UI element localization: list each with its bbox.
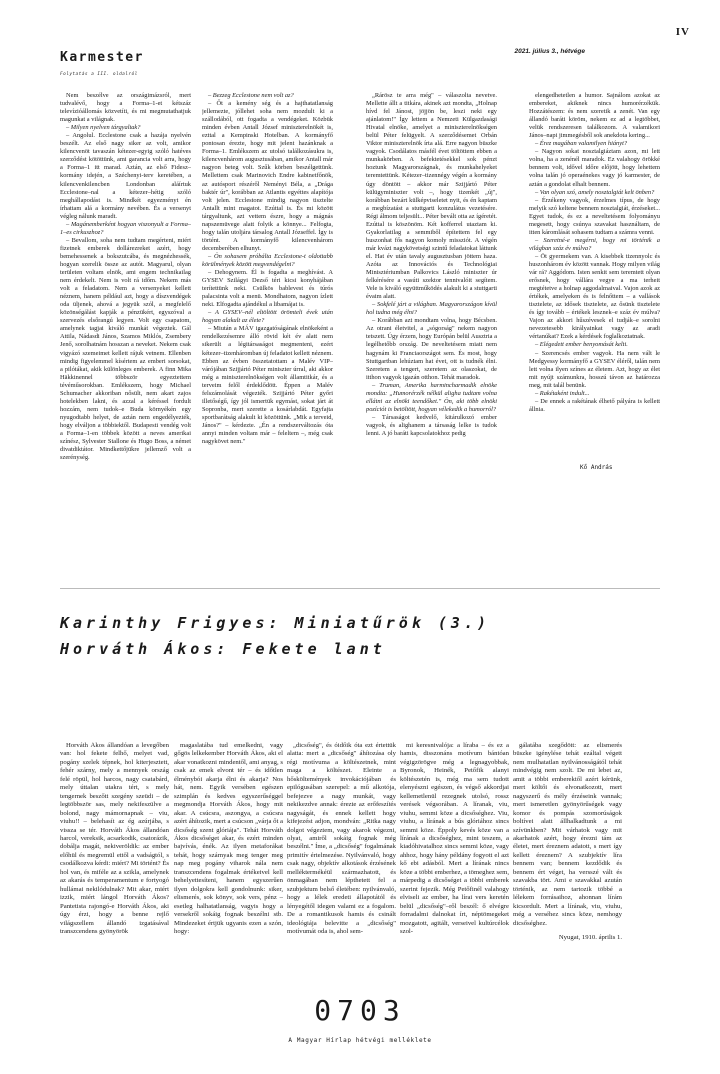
interview-question: – Milyen nyelven tárgyaltak? (66, 124, 141, 132)
feature-subtitle: Horváth Ákos: Fekete lant (60, 640, 386, 658)
interview-paragraph: – Nagyon sokat nosztalgiáztam azon, mi lett volna, ha a zenénél maradok. Ez valahogy örökké bennem volt, idővel időre előjött, hogy lehettem volna talán jó operaénekes vagy jó karmester, de aztán a gondolat elhalt bennem. (529, 148, 660, 188)
interview-paragraph: – Angolul. Ecclestone csak a hazája nyelvén beszélt. Az első nagy siker az volt, amikor kilencvenöt tavaszán kétezer-egyig szóló hatéves szerződést kötöttünk, ami garancia volt arra, hogy a Forma–1 itt marad. Aztán, az első Fidesz–kormány idején, a Széchenyi-terv keretében, a kilencvenkilencben Londonban aláírtuk Ecclestone–nal a kétezer–hétig szóló meghállapodást is. Mindkét egyezményt én írhattam alá a kormány nevében. És a versenyt végleg nálunk maradt. (60, 132, 191, 220)
article-kicker: Karmester (60, 50, 144, 65)
interview-paragraph: – Szerencsés ember vagyok. Ha nem vált le Medgyessy kormányfő a GYSEV éléről, talán nem lett volna ilyen színes az életem. Azt, hogy az élet mit nyújt számunkra, hosszú távon az határozza meg, mit talál benünk. (529, 349, 660, 389)
interview-paragraph: – Őt a kemény ség és a hajthatatlanság jellemezte, jóllehet soha nem mozdult ki a szállodából, ott fogadta a vendégeket. Közbük minden évben Antall József miniszterelnökét is, ezttal a Kempinski Hotelban. A kormányfő pontosan érezte, hogy mit jelent hazánknak a Forma–1. Emlékszem az utolsó találkozásukra is, kilencvenhárom augusztusában, amikor Antall már nagyon beteg volt. Szűk körben beszélgettünk. Mellettem csak Marinovich Endre kabinetfőnök, az autósport részéről Neményi Béla, a „Drága baktér úr", korábban az Atlantis egyéttes alapítója volt jelen. Ecclestone mindig nagyon tisztelte Antallt mint magatot. Ezúttal is. És mi között tárgyaltunk, azt vettem észre, hogy a mágnás napszemüvege alatt folyik a könnye... Felfogta, hogy talán utoljára társalog Antall Józseffel. Így is történt. A kormányfő kilencvenhárom decemberében elhunyt. (202, 100, 333, 252)
interview-question: – Érez magában valamilyen hiányt? (535, 140, 628, 148)
section-number: IV (675, 26, 690, 38)
essay-paragraph: „dicsőség", és óidőik óta ezt értettük alatta: mert a „dicsőség" áhítozása oly régi motívuma a költészetnek, mint maga a költészet. Eleinte a hősköltemények invokációjában és epilógusában szerepel: a mű alkotója, befejezve a nagy munkát, vagy nekikezdve annak: érezte az erőfeszítés nagyságát, és ennek kellett hogy kifejezést adjon, mondván: „Ritka nagy dolgot végeztem, vagy akarok végezni, olyat, amiről sokáig fognak még beszélni." Íme, a „dicsőség" fogalmának primitív értelmezése. Nyilvánvaló, hogy csak nagy, objektív alkotások érzésének melléktermékéül származhatott, és önmagában nem lépthetett fel a szubjektum belső életében: nyilvánvaló, hogy a lélek eredeti állapotától és lényegétől idegen valami ez a fogalom. De a romantikusok hamis és csinált ideológiája belevitte a „dicsőség" motívumát oda is, ahol sem- (287, 742, 396, 935)
date-line: 2021. július 3., hétvége (514, 48, 585, 55)
essay-column-2 (174, 742, 283, 944)
interview-paragraph: – Öt gyermekem van. A kisebbek tizennyolc és huszonhárom év között vannak. Hogy milyen világ vár rá? Aggódom. Isten senkit sem teremtett olyan erősnek, hogy vállára vegye a ma terheit megtétetve a holnap aggodalmaival. Vajon azok az értékek, amelyeken és is felnőttem – a vallások tisztelete, az idősek tisztelete, az ősünk tisztelete és így tovább – értékek lesznek–e száz év múlva? Vajon az akkori hűszévesek el tudják–e sorolni nevezetesebb királyainkat vagy az aradi vértanúkat? Ezek a kérdések foglalkoztatnak. (529, 252, 660, 341)
interview-paragraph: – Érzékeny vagyok, érzelmes típus, de hogy melyik szó keltene bennem nosztalgiát, érzéseket... Egyet tudok, és ez a neveltetésem folyományu megesett, hogy csúnya szavakat használtam, de itten káromlását sohasem tudtam a számra venni. (529, 196, 660, 236)
essay-column-3 (287, 742, 396, 944)
page-number: 0703 (314, 994, 406, 1027)
interview-paragraph: elengedhetetlen a humor. Sajnálom azokat az embereket, akiknek nincs humorérzékük. Hozzátészem: és nem szeretik a zenét. Van egy állandó baráti köröm, nekem ez ad a legtöbbet, velük rendszeresen találkozom. A valamikori János–napi jimmegésből sok anekdota kering... (529, 92, 660, 140)
interview-question: – Van olyan szó, amely nosztalgiát kelt önben? (535, 188, 655, 196)
feature-title: Karinthy Frigyes: Miniatűrök (3.) (60, 614, 491, 632)
essay-paragraph: gálatába szegődött: az elismerés büszke igénylése tehát ezáltal végett nem mulhatatlan nyilvánosságától tehát mindvégig nem szolt. De mi lebet az, amit a többi emberektől azért kérünk, mert költői és elvonatkozott, mert nagyszerű és mély érzéseink vannak; mert ismeretlen gyönyörűségek vagy komor és pompás szomorúságok boltívei alatt állhalkadtunk a mi szívünkben? Mit várhatok vagy mit akarhatok azért, hogy érezni tám az életet, mert éreznem adatott, s mert így kellett éreznem? A szubjektív líra bennem van; bennem kezdődik és bennem ért véget, ha versszé vált és szavakba tört. Ami e szavakkal azután történik, az nem tartozik többé a lélekem forrásaihoz, ahonnan lírám kicsordult. Mert a lírának, viu, viuhu, még a verséhez sincs köze, nemhogy dicsőséghez. (513, 742, 622, 927)
interview-column-2 (202, 92, 333, 554)
interview-paragraph: – Dehogynem. Él is fogadta a meghívást. A GYSEV Szilágyi Dezső téri kicsi konyhájában terítettünk neki. Csülkös bablevest és túrós palacsinta volt a menü. Mondhatom, nagyon ízlett neki. Elfogadta ajándékul a libamájat is. (202, 269, 333, 309)
interview-question: – Truman, Amerika harmincharmadik elnöke mondta: „Humorérzék nélkül aligha tudtam volna ellátni az elnöki teendőket." Ön, aki több elnöki pozíciót is betöltött, hogyan vélekedik a humorról? (366, 381, 497, 413)
interview-paragraph: – Korábban azt mondtam volna, hogy Bécsben. Az otrani életvitel, a „sógorság" nekem nagyon tetszett. Úgy érzem, hogy Európán belül Ausztria a legélhetőbb ország. De neveltetésem miatt nem hagynám ki Franciaországot sem. És most, hogy Stuttgartban lehúztam hat évet, ott is tudnék élni. Szeretem a tengert, szeretem az olaszokat, de itthon vagyok igazán otthon. Tehát maradok. (366, 317, 497, 381)
author-signature: Kő András (580, 464, 613, 471)
supplement-credit: A Magyar Hírlap hétvégi melléklete (288, 1037, 432, 1044)
interview-paragraph: Nem beszélve az országimázsról, mert tudvalévő, hogy a Forma–1-et kétszáz televízióállomás közvetíti, és mi megmutathatjuk magunkat a világnak. (60, 92, 191, 124)
section-divider (60, 588, 660, 589)
essay-paragraph: mi keresnivalója: a líraba – és ez a hamis, disszonáns motívum bántóan végigzörögve még a legnagyobbak, Byronok, Heinék, Petőfik alanyi költészetén is, még ma sem tudott elenyészni egészen, és végső akkordjai kellemetlenül rezegnek utolsó, rossz verések végsorában. A líranak, viu, viuhu, semmi köze a dicsőséghez. Viu, viuhu, a lírának a bús glóriához sincs semmi köze. Éppoly kevés köze van a lírának a dicsőséghez, mint teszem, a kiadóhivatalhoz sincs semmi köze, vagy ahhoz, hogy hány példány fogyott el azt kő ebi adásból. Mert a lírának nincs köze a többi emberhez, a tömeghez sem, márpedig a dicsőséget a többi emberek szerint fejezik. Még Petőfinél valahogy elviseli az ember, ha lírai vers keretén belül „dicsőség"–ről beszél: ő elvégre forradalmi dalnokat írt, néptömegeket mozgatott, agitált, verseivel kultúrcélok szol- (400, 742, 509, 935)
interview-paragraph: – Bevallom, soha nem tudtam megérteni, miért fizetnek emberek dollárezreket azért, hogy bemehessenek a bokszutcába, és megnézhessék, hogyan szerelik össze az autót. Magyarul, olyan területen voltam elnök, ami engem technikailag nem érdekelt. Nem is volt rá időm. Nekem más volt a feladatom. Nem a versenyeket kellett néznem, hanem például azt, hogy a díszvendégek oda üljenek, ahová a jegyük szól, a megfelelő közönségálást kapják a pénzükért, egyszóval a szervezés elsőrangú legyen. Volt egy csapatom, amelynek tagjai kiváló munkát végeztek. Gál Attila, Nádasdi János, Szamos Miklós, Zsembery Jenő, sorolhatnám hosszan a neveket. Nekem csak vigyázó szemeimet kellett rájuk vetnem. Ellenben mindig figyelemmel kísértem az emberi sorsokat, a pilótákat, akik különleges emberek. A finn Mika Häkkinennel többször egyeztettem tévéműsorokban. Emlékszem, hogy Michael Schumacher akkoriban nősült, nem akart zajos hotelekben lakni, és azzal a kéréssel fordult hozzám, nem tudok–e Buda környékén egy nyugodtabb helyet, de aztán nem engedélyezték, hogy elváljon a többiektől. Budapesti vendég volt a Forma–1-en többek között a neves amerikai színész, Sylvester Stallone és Hugo Boss, a német divatdiktátor. Mindkettőjükre jellemző volt a szerénység. (60, 236, 191, 462)
interview-column-4 (529, 92, 660, 554)
essay-column-5 (513, 742, 622, 944)
essay-source: Nyugat, 1910. április 1. (558, 933, 622, 941)
interview-question: – Ön sohasem próbálta Ecclestone-t oldottabb körülmények között megvendégelni? (202, 252, 333, 268)
essay-paragraph: magaslatába tud emelkedni, vagy gőgös lelkekember Horváth Ákos, aki el akar vonatkozni mindentől, ami anyag, s csak az emek elvont tér – és időtlen élménybói akarja élni és akarja? Nos hát, nem. Egyik versében egészen szimplán és kedves egyszerűséggel megmondja Horváth Ákos, hogy mit akar. A csúcsra, aszongya, a csúcsra azért áhítozik, mert a csúcson „várja őt a dicsőség szent glóriája". Tehát Horváth Ákos dicsőséget akar, és ezért minden bajvívás, énék. Az ilyen metaforákat tehát, hogy szárnyak meg tenger meg nap meg pogány viharok nála nem transzcendens fogalmak értékeivel kell behelyettesíteni, hanem egyszerűen ilyen dolgokra kell gondolnunk: siker, elismerés, sok könyv, sok vers, pénz – esetleg halhatatlanság, vagyis hogy a versekről sokáig fognak beszélni stb. Mindezeket értjük ugyanis ezen a szón, hogy: (174, 742, 283, 935)
interview-question: – Rakétaként indult... (535, 389, 590, 397)
interview-question: – Bezzeg Ecclestone nem volt az? (208, 92, 294, 99)
essay-paragraph: Horváth Ákos állandóan a levegőben van: hol fekete felhő, melyet vad, pogány szelek tépnek, hol kiterjesztett, fehér szárny, mely a mennyek ország felé röpül, hol harcos, nagy csatabárd, mely úttalan utakra tért, s mely tengernek beszőtt szegény szeüdi – de legtöbbször sas, mely nekifeszülve a bolond, nagy mámornapnak – viu, viuhu!! – belehasít az ég azúrjába, s vissza se tér. Horváth Ákos állandóan harcol, vereksik, acsarkodik, csatorázik, dobálja magát, nekiveröldik: az ember előhül és megremül ettől a vadságtól, s csodálkozva kérdi: miért? Mi történt? És hol van, és miféle az a szikla, amelynek az akarás és temperamentum e fortyogó hullámai nekilódulnak? Mit akar, miért izzik, miért lángol Horváth Ákos? Pantetista rajongó-e Horváth Ákos, aki úgy érzi, hogy a benne rejlő világszellem állandó izgatásával transzcendens gyönyörök (60, 742, 169, 935)
interview-paragraph: – De ennek a rakétának élhető pályára is kellett állnia. (529, 397, 660, 413)
interview-paragraph: – Társaságot kedvelő, kitárulkozó ember vagyok, és alighanem a társaság lelke is tudok lenni. A jó baráti kapcsolatokhoz pedig (366, 413, 497, 437)
interview-question: – Sokfelé járt a világban. Magyarországon kívül hol tudna még élni? (366, 301, 497, 317)
interview-paragraph: – Miután a MÁV igazgatóságának elnökeként a rendelkezésemre álló rövid két év alatt nem sikerült a légitársaságot megmenteni, ezért kétezer–tizenháromban új feladatot kellett néznem. Ebben az évben összetatottam a Malév VIP–várójában Szijjártó Péter miniszter úrral, aki akkor még a miniszterelnökségen volt államtitkár, és a terveim felől érdeklődött. Éppen a Malév felszámolását végezték. Szijjártó Péter győri illetőségű, így jól ismertük egymást, sokat járt át Sopronba, mert szerette a kosárlabdát. Egyfajta sportbarátság alakult ki közöttünk. „Mik a terveid, János?" – kérdezte. „Én a rendszerváltozás óta annyi minden voltam már – feleltem –, még csak nagykövet nem." (202, 325, 333, 446)
interview-paragraph: „Rárösz te arra még" – válaszolta nevetve. Mellette állt a titkára, akinek azt mondta, „Holnap hívd fel Jánost, jöjjön be, leszi neki egy ajánlatom!" Így lettem a Nemzeti Külgazdasági Hivatal elnöke, amelyet a miniszterelnökségen belül Péter felügyelt. A szerződésemet Orbán Viktor miniszterelnök írta alá. Erre nagyon büszke vagyok. Csodálatos másfél évet töltöttem ebben a munkakörben. A befektetésekkel sok pénzt hoztunk Magyarországnak, és munkahelyeket teremtettünk. Kétezer–tizennégy végén a kormány úgy döntött – akkor már Szijjártó Péter külügyminiszter volt –, hogy tizenkét „új", korábban bezárt külképviseletet nyit, és én kaptam a megbízatást a stuttgarti konzulátus vezetésére. Régi álmom teljesült... Péter bevált otta az ígéretét. Ezúttal is köszönöm. Két kofferrel utaztam ki. Gyakorlatilag a semmiből építettem fel egy huszonhat fős nagyon komoly missziót. A végén már kvázi nagykövetségi szintű feladatokat láttunk el. Hat év után tavaly augusztusban jöttem haza. Azóta az Innovációs és Technológiai Minisztériumban Palkovics László miniszter úr felkérésére a vasúti szektor tennivalóit segítem. Vele is kiváló együttműködés alakult ki a stuttgarti évaim alatt. (366, 92, 497, 301)
essay-column-1 (60, 742, 169, 944)
interview-question: – Elégedett ember benyomását kelti. (535, 341, 628, 349)
continuation-note: Folytatás a III. oldalról (60, 72, 138, 77)
interview-column-1 (60, 92, 191, 554)
interview-question: – Magánemberként hogyan viszonyult a Forma–1–es cirkuszhoz? (60, 220, 191, 236)
interview-column-3 (366, 92, 497, 554)
essay-column-4 (400, 742, 509, 944)
interview-question: – A GYSEV–nél eltöltött örömteli évek után hogyan alakult az élete? (202, 309, 333, 325)
interview-question: – Szeretné-e megérni, hogy mi történik a világban száz év múlva? (529, 236, 660, 252)
